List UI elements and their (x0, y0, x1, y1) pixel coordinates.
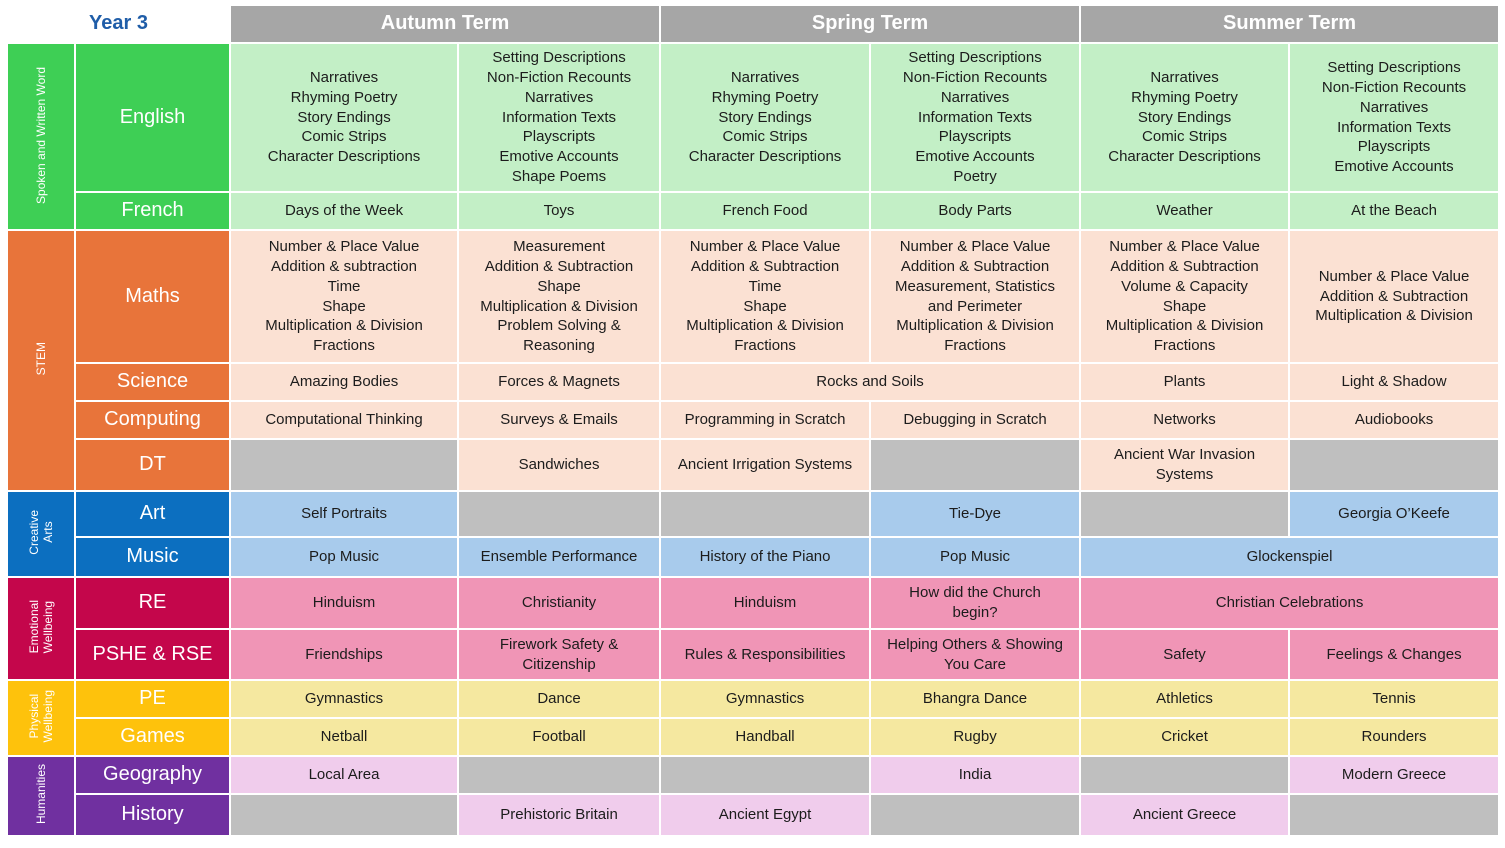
french-row (7, 192, 1499, 230)
pe-autumn-1: Gymnastics (230, 680, 458, 718)
history-spring-1: Ancient Egypt (660, 794, 870, 836)
games-row (7, 718, 1499, 756)
science-summer-2: Light & Shadow (1289, 363, 1499, 401)
spring-term-header: Spring Term (660, 5, 1080, 43)
french-summer-1: Weather (1080, 192, 1289, 230)
english-autumn-2: Setting Descriptions Non-Fiction Recounts Narratives Information Texts Playscripts Emotive Accounts Shape Poems (458, 43, 660, 192)
english-autumn-1: Narratives Rhyming Poetry Story Endings Comic Strips Character Descriptions (230, 43, 458, 192)
pe-row (7, 680, 1499, 718)
geography-autumn-1: Local Area (230, 756, 458, 794)
english-spring-2: Setting Descriptions Non-Fiction Recounts Narratives Information Texts Playscripts Emotive Accounts Poetry (870, 43, 1080, 192)
dt-spring-1: Ancient Irrigation Systems (660, 439, 870, 491)
subject-music: Music (75, 537, 230, 577)
subject-french: French (75, 192, 230, 230)
pshe-summer-2: Feelings & Changes (1289, 629, 1499, 680)
geography-summer-2: Modern Greece (1289, 756, 1499, 794)
computing-summer-1: Networks (1080, 401, 1289, 439)
maths-autumn-2: Measurement Addition & Subtraction Shape Multiplication & Division Problem Solving & Reasoning (458, 230, 660, 363)
games-spring-2: Rugby (870, 718, 1080, 756)
music-autumn-2: Ensemble Performance (458, 537, 660, 577)
science-autumn-2: Forces & Magnets (458, 363, 660, 401)
music-spring-1: History of the Piano (660, 537, 870, 577)
header-row (7, 5, 1499, 43)
english-row (7, 43, 1499, 192)
history-spring-2-empty (870, 794, 1080, 836)
subject-art: Art (75, 491, 230, 537)
computing-autumn-2: Surveys & Emails (458, 401, 660, 439)
year-title: Year 3 (7, 5, 230, 43)
maths-autumn-1: Number & Place Value Addition & subtraction Time Shape Multiplication & Division Fractions (230, 230, 458, 363)
french-summer-2: At the Beach (1289, 192, 1499, 230)
history-autumn-2: Prehistoric Britain (458, 794, 660, 836)
art-autumn-2-empty (458, 491, 660, 537)
dt-summer-2-empty (1289, 439, 1499, 491)
pshe-spring-1: Rules & Responsibilities (660, 629, 870, 680)
group-humanities: Humanities (7, 756, 75, 836)
pshe-autumn-1: Friendships (230, 629, 458, 680)
dt-row (7, 439, 1499, 491)
autumn-term-header: Autumn Term (230, 5, 660, 43)
subject-science: Science (75, 363, 230, 401)
group-spoken-written-word: Spoken and Written Word (7, 43, 75, 230)
pe-autumn-2: Dance (458, 680, 660, 718)
pshe-row (7, 629, 1499, 680)
summer-term-header: Summer Term (1080, 5, 1499, 43)
subject-history: History (75, 794, 230, 836)
subject-computing: Computing (75, 401, 230, 439)
pshe-summer-1: Safety (1080, 629, 1289, 680)
art-spring-1-empty (660, 491, 870, 537)
maths-spring-2: Number & Place Value Addition & Subtraction Measurement, Statistics and Perimeter Multiplication & Division Fractions (870, 230, 1080, 363)
re-autumn-1: Hinduism (230, 577, 458, 629)
geography-summer-1-empty (1080, 756, 1289, 794)
games-spring-1: Handball (660, 718, 870, 756)
group-emotional-wellbeing: Emotional Wellbeing (7, 577, 75, 680)
history-summer-1: Ancient Greece (1080, 794, 1289, 836)
music-spring-2: Pop Music (870, 537, 1080, 577)
subject-games: Games (75, 718, 230, 756)
subject-maths: Maths (75, 230, 230, 363)
games-summer-1: Cricket (1080, 718, 1289, 756)
re-autumn-2: Christianity (458, 577, 660, 629)
subject-pshe-rse: PSHE & RSE (75, 629, 230, 680)
re-spring-1: Hinduism (660, 577, 870, 629)
english-summer-2: Setting Descriptions Non-Fiction Recounts Narratives Information Texts Playscripts Emotive Accounts (1289, 43, 1499, 192)
french-autumn-2: Toys (458, 192, 660, 230)
history-row (7, 794, 1499, 836)
re-spring-2: How did the Church begin? (870, 577, 1080, 629)
dt-autumn-2: Sandwiches (458, 439, 660, 491)
science-spring: Rocks and Soils (660, 363, 1080, 401)
group-stem: STEM (7, 230, 75, 491)
history-summer-2-empty (1289, 794, 1499, 836)
french-spring-2: Body Parts (870, 192, 1080, 230)
art-row (7, 491, 1499, 537)
music-summer: Glockenspiel (1080, 537, 1499, 577)
subject-pe: PE (75, 680, 230, 718)
science-autumn-1: Amazing Bodies (230, 363, 458, 401)
dt-spring-2-empty (870, 439, 1080, 491)
dt-autumn-1-empty (230, 439, 458, 491)
re-row (7, 577, 1499, 629)
dt-summer-1: Ancient War Invasion Systems (1080, 439, 1289, 491)
subject-dt: DT (75, 439, 230, 491)
group-physical-wellbeing: Physical Wellbeing (7, 680, 75, 756)
pe-spring-1: Gymnastics (660, 680, 870, 718)
computing-spring-1: Programming in Scratch (660, 401, 870, 439)
science-summer-1: Plants (1080, 363, 1289, 401)
computing-spring-2: Debugging in Scratch (870, 401, 1080, 439)
art-autumn-1: Self Portraits (230, 491, 458, 537)
music-autumn-1: Pop Music (230, 537, 458, 577)
geography-autumn-2-empty (458, 756, 660, 794)
art-spring-2: Tie-Dye (870, 491, 1080, 537)
computing-row (7, 401, 1499, 439)
maths-summer-2: Number & Place Value Addition & Subtraction Multiplication & Division (1289, 230, 1499, 363)
geography-row (7, 756, 1499, 794)
english-spring-1: Narratives Rhyming Poetry Story Endings Comic Strips Character Descriptions (660, 43, 870, 192)
maths-spring-1: Number & Place Value Addition & Subtraction Time Shape Multiplication & Division Fractions (660, 230, 870, 363)
re-summer: Christian Celebrations (1080, 577, 1499, 629)
maths-row (7, 230, 1499, 363)
games-autumn-1: Netball (230, 718, 458, 756)
pe-summer-2: Tennis (1289, 680, 1499, 718)
games-autumn-2: Football (458, 718, 660, 756)
subject-english: English (75, 43, 230, 192)
subject-geography: Geography (75, 756, 230, 794)
maths-summer-1: Number & Place Value Addition & Subtraction Volume & Capacity Shape Multiplication & Division Fractions (1080, 230, 1289, 363)
geography-spring-1-empty (660, 756, 870, 794)
english-summer-1: Narratives Rhyming Poetry Story Endings Comic Strips Character Descriptions (1080, 43, 1289, 192)
games-summer-2: Rounders (1289, 718, 1499, 756)
pe-spring-2: Bhangra Dance (870, 680, 1080, 718)
subject-re: RE (75, 577, 230, 629)
group-creative-arts: Creative Arts (7, 491, 75, 577)
music-row (7, 537, 1499, 577)
art-summer-2: Georgia O’Keefe (1289, 491, 1499, 537)
french-autumn-1: Days of the Week (230, 192, 458, 230)
pe-summer-1: Athletics (1080, 680, 1289, 718)
science-row (7, 363, 1499, 401)
geography-spring-2: India (870, 756, 1080, 794)
art-summer-1-empty (1080, 491, 1289, 537)
computing-summer-2: Audiobooks (1289, 401, 1499, 439)
pshe-spring-2: Helping Others & Showing You Care (870, 629, 1080, 680)
history-autumn-1-empty (230, 794, 458, 836)
pshe-autumn-2: Firework Safety & Citizenship (458, 629, 660, 680)
curriculum-table (6, 4, 1500, 837)
computing-autumn-1: Computational Thinking (230, 401, 458, 439)
french-spring-1: French Food (660, 192, 870, 230)
